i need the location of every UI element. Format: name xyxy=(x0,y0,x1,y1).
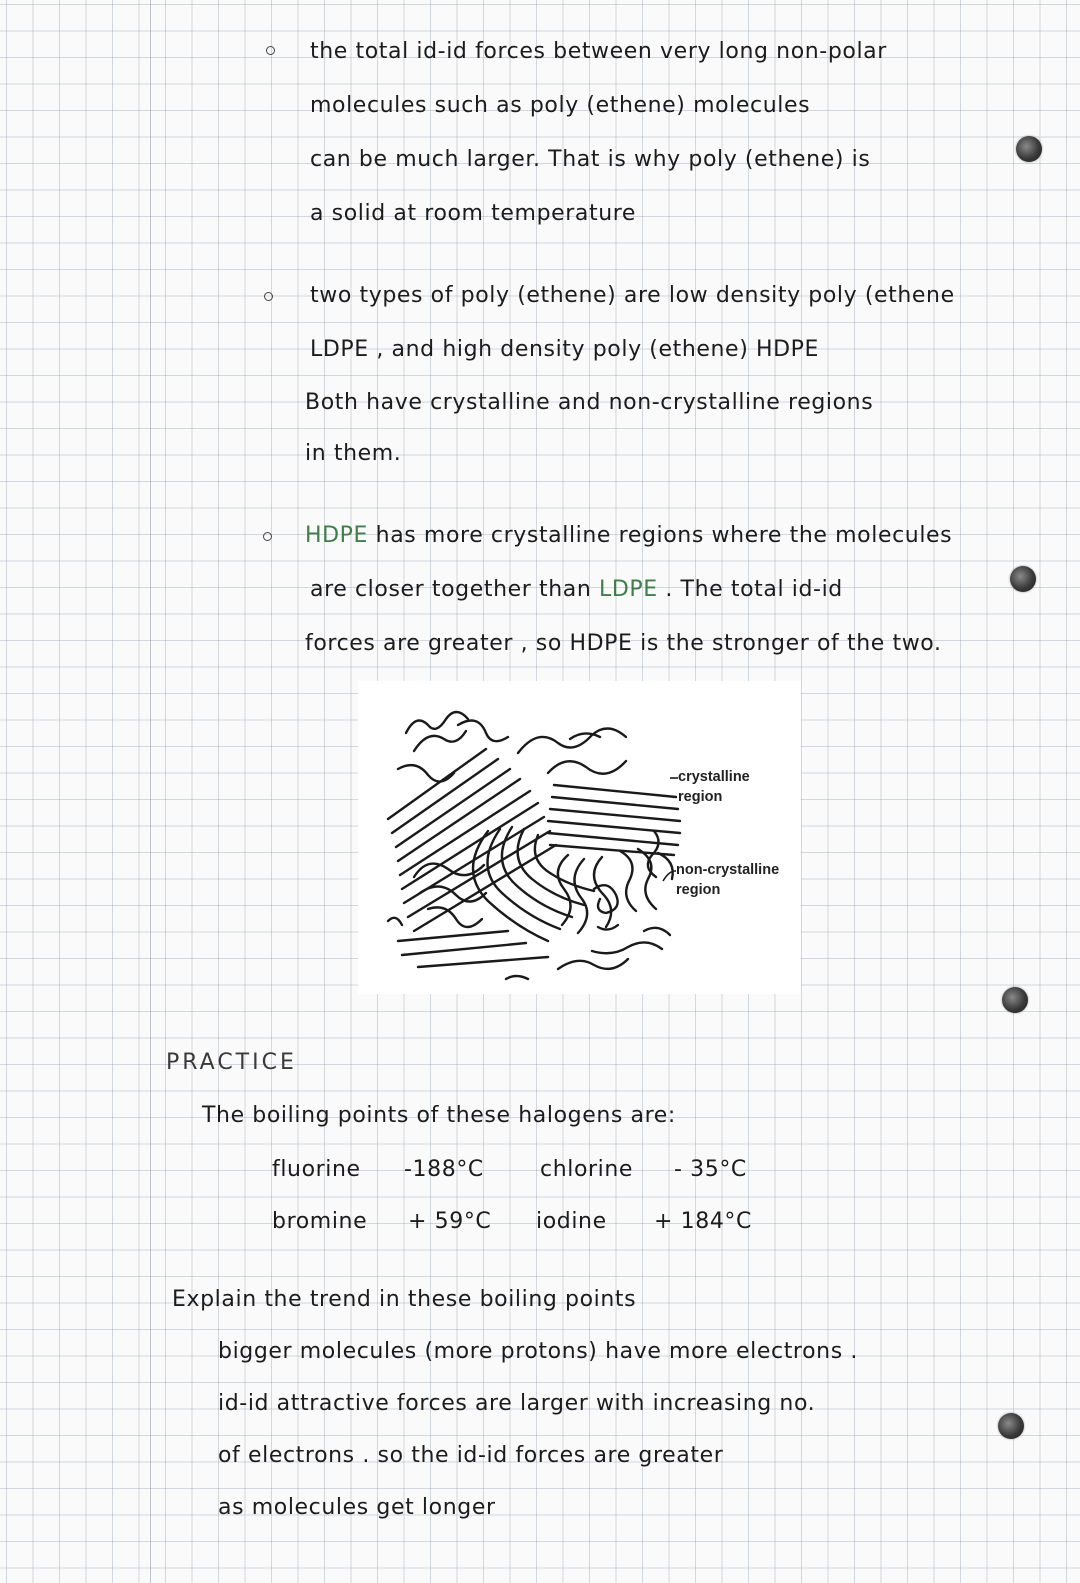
answer-line: id-id attractive forces are larger with increasing no. xyxy=(218,1391,816,1416)
note-line: LDPE , and high density poly (ethene) HDPE xyxy=(310,337,820,362)
halogen-bp: + 59°C xyxy=(408,1209,492,1234)
halogen-name: iodine xyxy=(536,1209,607,1234)
label-line: region xyxy=(676,882,721,898)
halogen-name: fluorine xyxy=(272,1157,361,1182)
practice-question: Explain the trend in these boiling points xyxy=(172,1287,637,1312)
label-line: crystalline xyxy=(678,769,750,785)
note-line xyxy=(310,576,843,604)
halogen-bp: -188°C xyxy=(404,1157,484,1182)
label-line: non-crystalline xyxy=(676,862,780,878)
note-line: can be much larger. That is why poly (ethene) is xyxy=(310,147,871,172)
polymer-chains-drawing xyxy=(358,681,801,994)
note-line: forces are greater , so HDPE is the stronger of the two. xyxy=(305,631,942,656)
bullet-marker-3 xyxy=(263,532,272,541)
note-line: molecules such as poly (ethene) molecules xyxy=(310,93,811,118)
note-line: Both have crystalline and non-crystalline regions xyxy=(305,390,874,415)
bullet-marker-1 xyxy=(266,46,275,55)
note-line: a solid at room temperature xyxy=(310,201,637,226)
note-line: the total id-id forces between very long non-polar xyxy=(310,39,887,64)
practice-heading: PRACTICE xyxy=(166,1050,297,1075)
binder-hole-3 xyxy=(1002,987,1028,1013)
note-line xyxy=(305,522,952,550)
note-text: . The total id-id xyxy=(657,577,843,602)
answer-line: as molecules get longer xyxy=(218,1495,496,1520)
note-line: two types of poly (ethene) are low density poly (ethene xyxy=(310,283,955,308)
halogen-name: bromine xyxy=(272,1209,368,1234)
binder-hole-1 xyxy=(1016,136,1042,162)
polymer-regions-figure xyxy=(358,681,801,994)
halogen-bp: - 35°C xyxy=(674,1157,747,1182)
halogen-bp: + 184°C xyxy=(654,1209,752,1234)
ldpe-highlight: LDPE xyxy=(599,577,658,602)
binder-hole-4 xyxy=(998,1413,1024,1439)
hdpe-highlight: HDPE xyxy=(305,523,369,548)
note-text: are closer together than xyxy=(310,577,599,602)
page-margin-line xyxy=(150,0,151,1583)
noncrystalline-leader-line xyxy=(663,871,676,881)
note-text: has more crystalline regions where the molecules xyxy=(368,523,953,548)
answer-line: bigger molecules (more protons) have more electrons . xyxy=(218,1339,858,1364)
practice-intro: The boiling points of these halogens are: xyxy=(202,1103,676,1128)
note-line: in them. xyxy=(305,441,402,466)
binder-hole-2 xyxy=(1010,566,1036,592)
bullet-marker-2 xyxy=(264,292,273,301)
label-line: region xyxy=(678,789,723,805)
noncrystalline-region-label xyxy=(676,860,779,900)
halogen-name: chlorine xyxy=(540,1157,634,1182)
crystalline-region-label xyxy=(678,767,750,807)
answer-line: of electrons . so the id-id forces are greater xyxy=(218,1443,724,1468)
